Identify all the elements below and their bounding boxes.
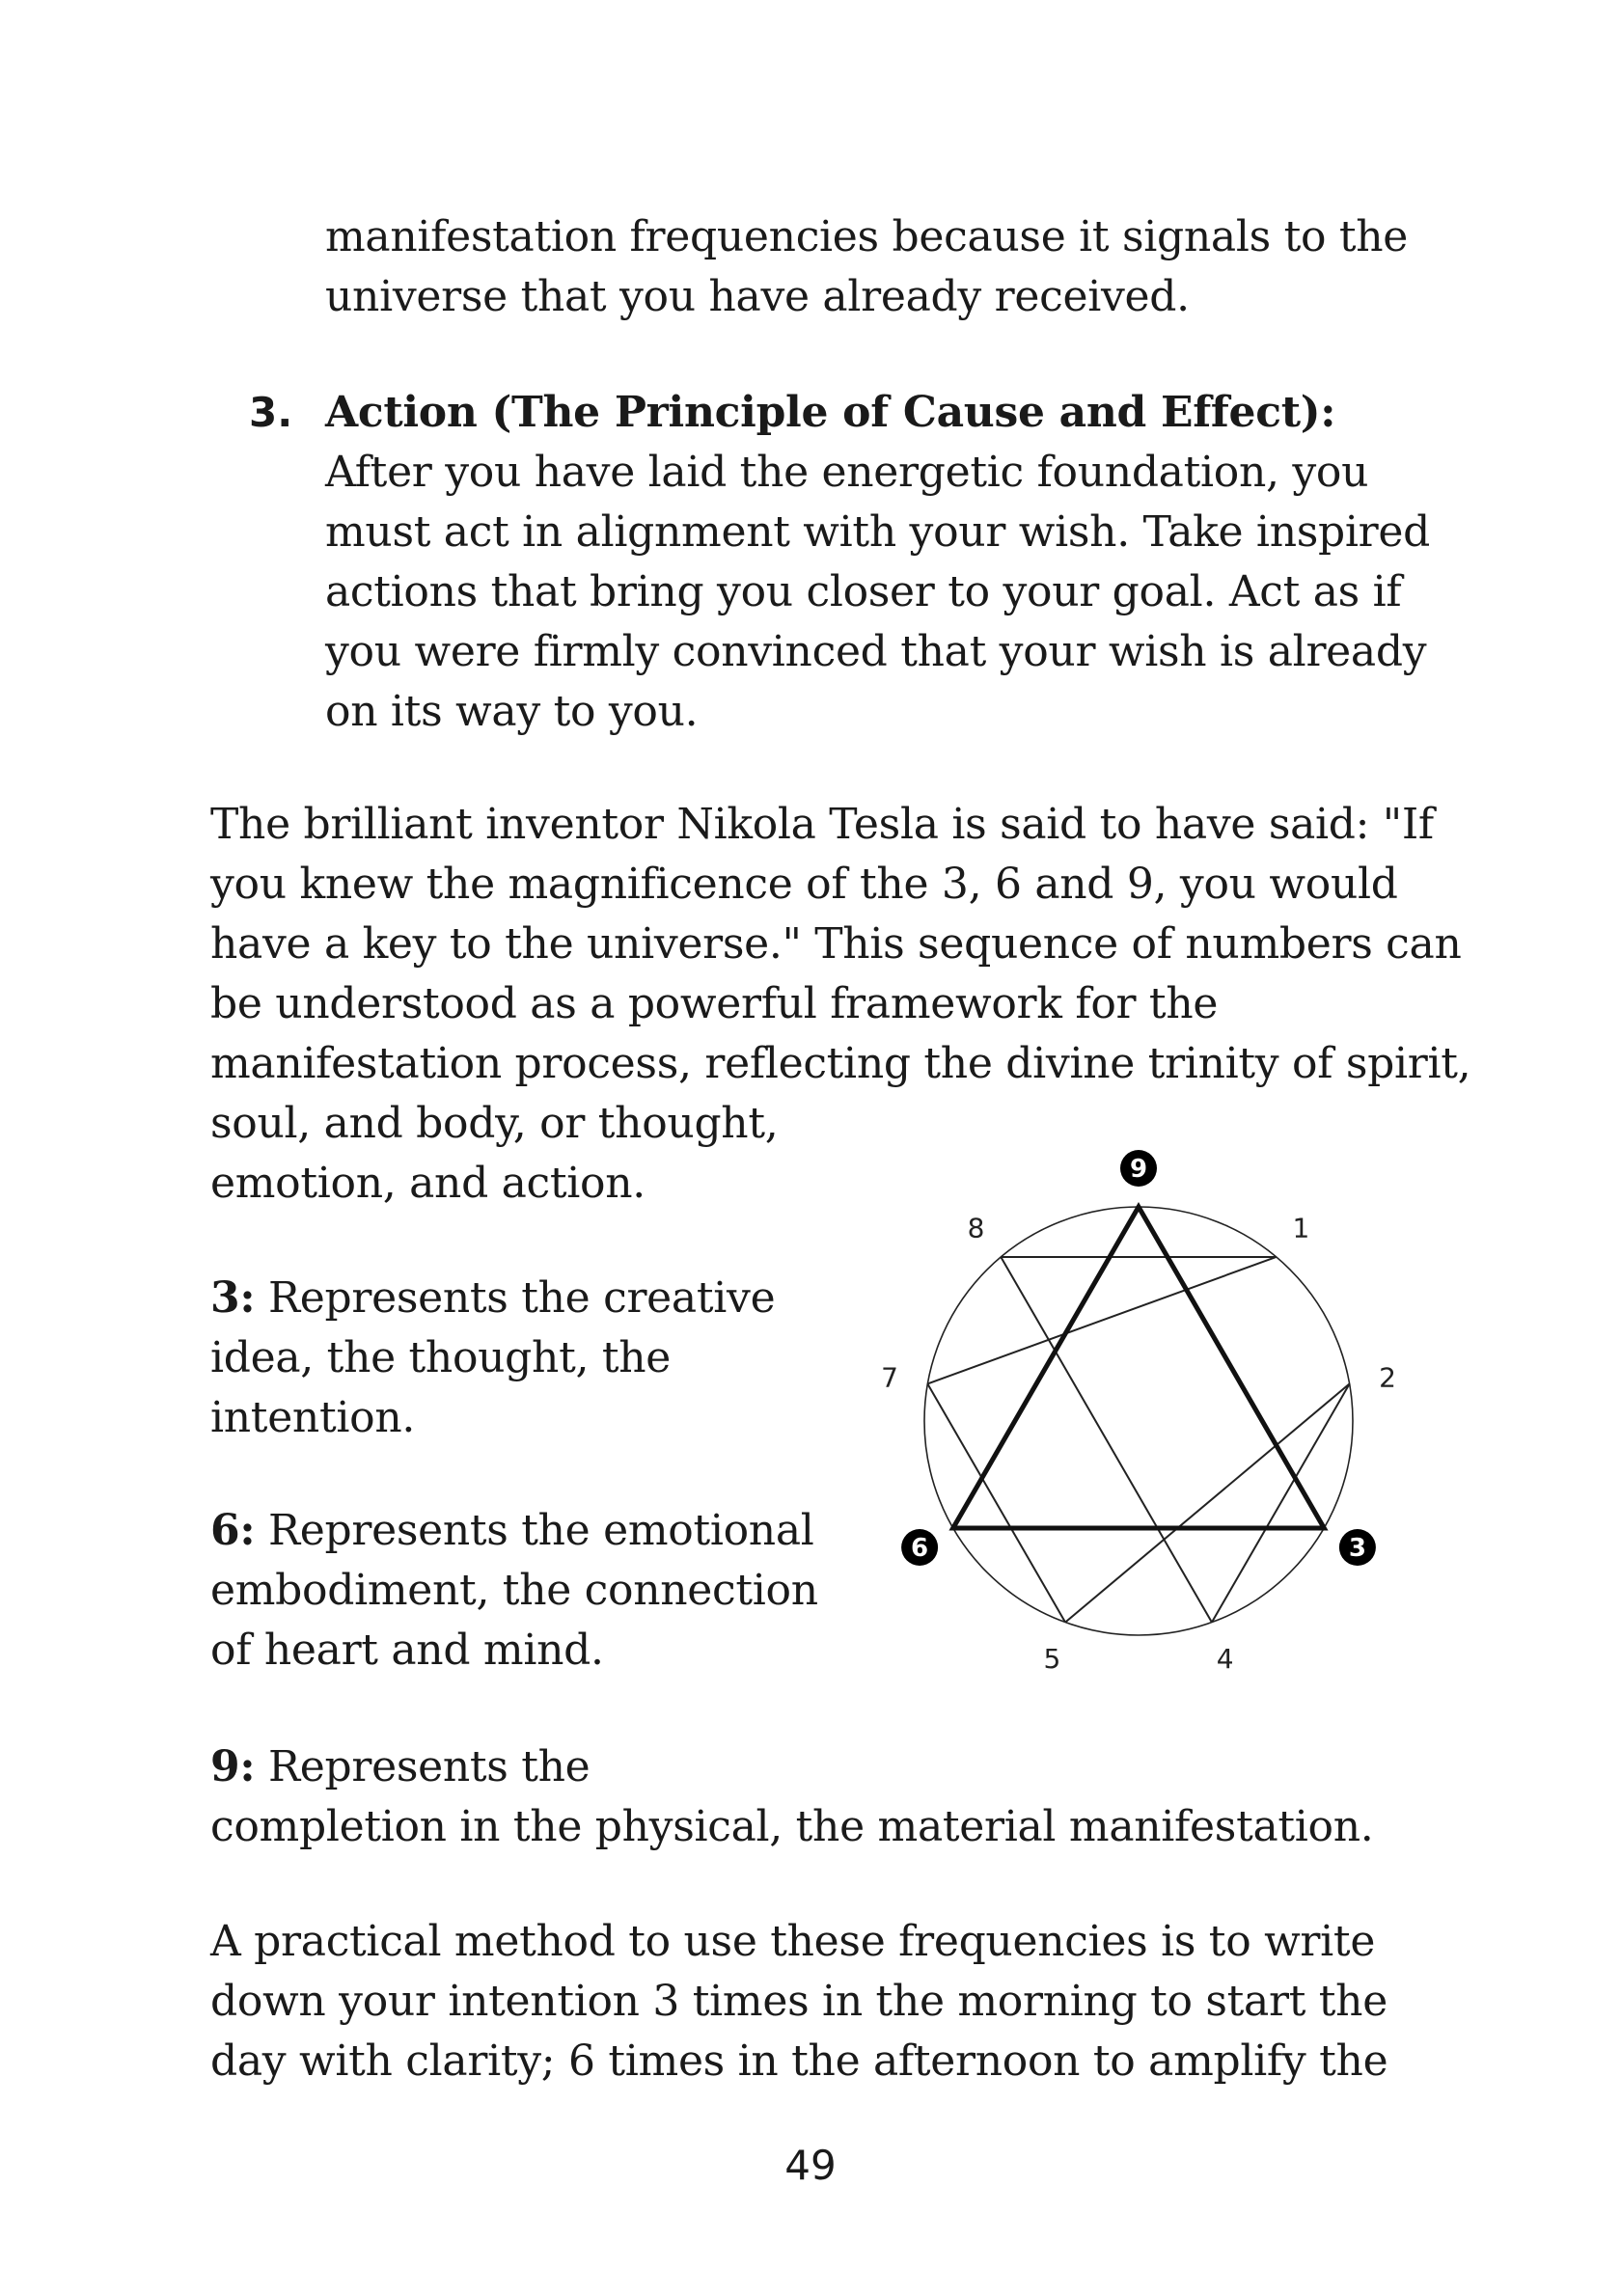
point-1-label: 1 <box>1292 1212 1310 1244</box>
text-line: completion in the physical, the material manifestation. <box>210 1802 1374 1851</box>
point-2-label: 2 <box>1379 1361 1396 1394</box>
text-line: manifestation frequencies because it signals to the <box>325 212 1409 261</box>
list-item-heading: Action (The Principle of Cause and Effect): <box>325 388 1336 437</box>
hexad-line <box>1212 1383 1350 1622</box>
text-line: intention. <box>210 1393 416 1442</box>
text-line: you were firmly convinced that your wish is already <box>325 627 1427 676</box>
definition-text: Represents the <box>255 1742 591 1791</box>
text-line: day with clarity; 6 times in the afternoon to amplify the <box>210 2036 1388 2086</box>
hexad-line <box>927 1383 1065 1622</box>
text-line: on its way to you. <box>325 687 699 736</box>
point-7-label: 7 <box>881 1361 898 1394</box>
definition-label: 3: <box>210 1273 256 1323</box>
point-4-label: 4 <box>1216 1643 1234 1676</box>
point-6-label: 6 <box>911 1534 929 1563</box>
text-line: soul, and body, or thought, <box>210 1099 779 1148</box>
text-line: must act in alignment with your wish. Take inspired <box>325 507 1430 557</box>
text-line: After you have laid the energetic foundation, you <box>325 448 1369 497</box>
definition-text: Represents the creative <box>255 1273 776 1323</box>
point-3-label: 3 <box>1348 1534 1366 1563</box>
text-line: actions that bring you closer to your goal. Act as if <box>325 567 1402 616</box>
text-line: embodiment, the connection <box>210 1566 818 1615</box>
point-8-label: 8 <box>967 1212 985 1244</box>
text-line: manifestation process, reflecting the divine trinity of spirit, <box>210 1039 1471 1088</box>
text-line: be understood as a powerful framework for the <box>210 979 1219 1028</box>
text-line: universe that you have already received. <box>325 272 1190 321</box>
triangle-3-6-9 <box>953 1207 1325 1528</box>
text-line: of heart and mind. <box>210 1626 604 1675</box>
definition-label: 9: <box>210 1742 256 1791</box>
enneagram-circle <box>924 1207 1353 1635</box>
definition-6-line <box>210 1501 814 1561</box>
point-5-label: 5 <box>1043 1643 1061 1676</box>
point-9-label: 9 <box>1129 1155 1148 1184</box>
definition-text: Represents the emotional <box>255 1506 814 1555</box>
text-line: The brilliant inventor Nikola Tesla is said to have said: "If <box>210 800 1434 849</box>
definition-3-line <box>210 1269 775 1328</box>
text-line: emotion, and action. <box>210 1159 646 1208</box>
hexad-line <box>1001 1257 1212 1623</box>
enneagram-diagram <box>868 1155 1409 1712</box>
definition-label: 6: <box>210 1506 256 1555</box>
text-line: have a key to the universe." This sequence of numbers can <box>210 919 1462 969</box>
page-number: 49 <box>784 2142 837 2189</box>
definition-9-line <box>210 1737 590 1797</box>
text-line: you knew the magnificence of the 3, 6 and 9, you would <box>210 860 1398 909</box>
text-line: A practical method to use these frequencies is to write <box>210 1917 1376 1966</box>
text-line: down your intention 3 times in the morning to start the <box>210 1977 1387 2026</box>
list-marker: 3. <box>249 389 293 436</box>
text-line: idea, the thought, the <box>210 1333 671 1382</box>
